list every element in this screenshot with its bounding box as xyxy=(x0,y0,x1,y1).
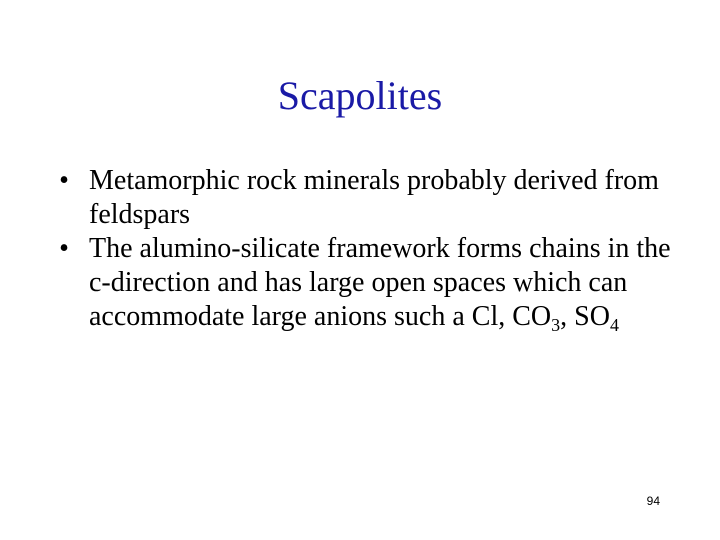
subscript-3: 3 xyxy=(551,315,561,335)
bullet-dot: • xyxy=(59,233,69,264)
bullet-item-1 xyxy=(54,164,674,232)
slide-title: Scapolites xyxy=(277,73,443,118)
bullet-text-part: The alumino-silicate framework forms chains in the c-direction and has large open spaces which can accommodate large anions such a Cl, CO xyxy=(89,233,671,332)
page-number: 94 xyxy=(646,494,660,508)
subscript-4: 4 xyxy=(609,315,619,335)
bullet-list xyxy=(54,164,674,334)
bullet-dot: • xyxy=(59,165,69,196)
bullet-text xyxy=(89,233,671,335)
bullet-text-part: , SO xyxy=(560,301,610,332)
bullet-text: Metamorphic rock minerals probably derived from feldspars xyxy=(89,165,659,230)
bullet-item-2 xyxy=(54,232,674,334)
